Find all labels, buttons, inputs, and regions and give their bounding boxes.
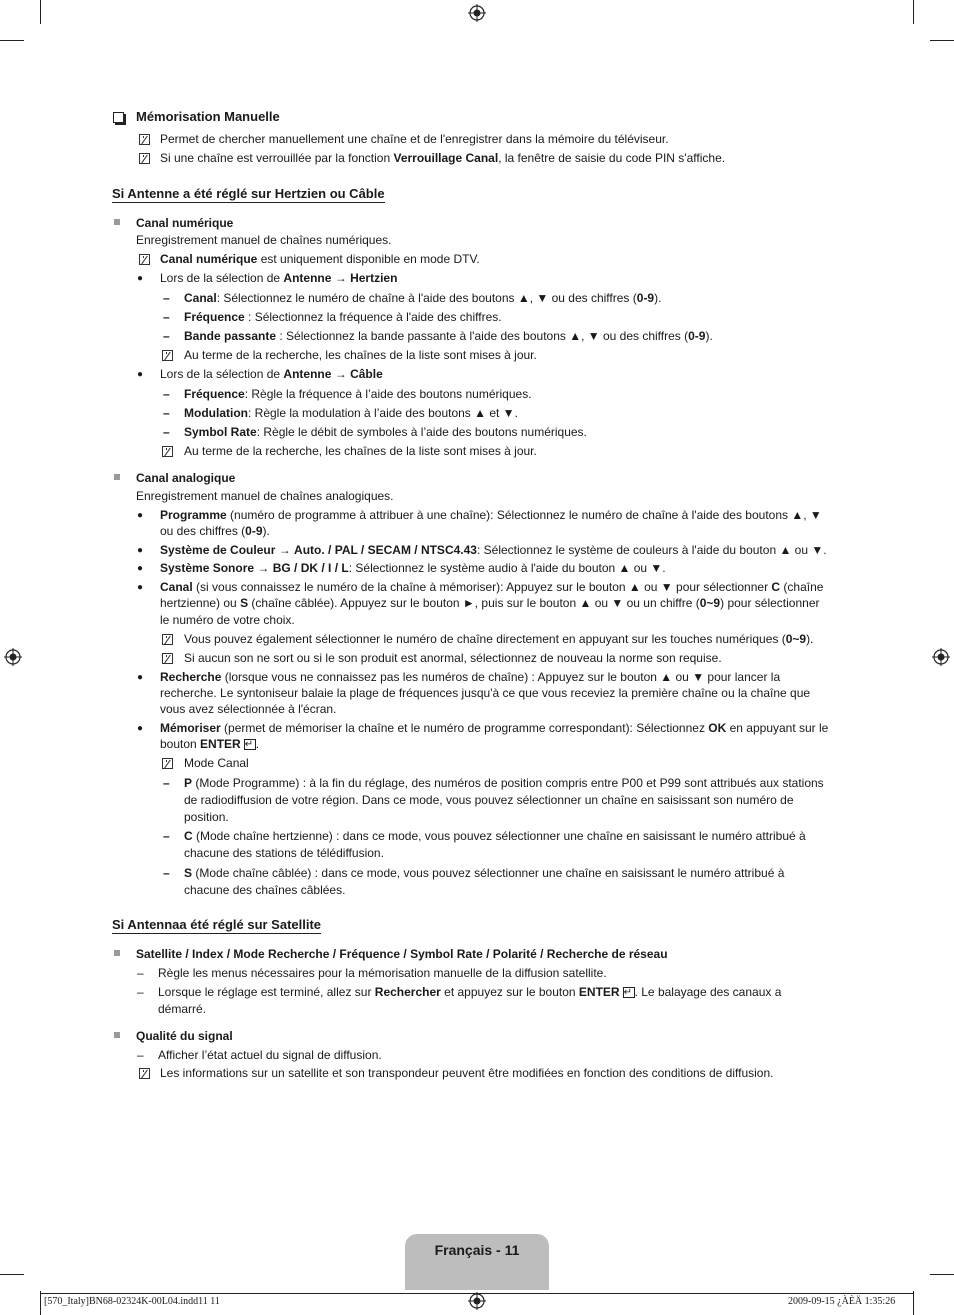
bullet-icon: ● [137,563,144,574]
crop-mark [40,0,41,24]
dash-icon: – [163,291,170,305]
note-icon [139,254,150,265]
square-bullet-icon [114,474,120,480]
note-text: Permet de chercher manuellement une chaîne et de l'enregistrer dans la mémoire du téléviseur. [160,132,669,146]
bullet-text: Lors de la sélection de Antenne → Hertzien [160,271,398,285]
subsection-title: Si Antenne a été réglé sur Hertzien ou Câble [112,186,385,201]
dash-icon: – [137,966,144,980]
dash-text: P (Mode Programme) : à la fin du réglage, des numéros de position compris entre P00 et P99 sont attribués aux stations [184,776,824,790]
dash-icon: – [163,310,170,324]
bullet-text: bouton ENTER↵ . [160,737,259,752]
dash-icon: – [163,776,170,790]
bullet-text: recherche. Le syntoniseur balaie la plage de fréquences jusqu'à ce que vous receviez la première chaîne ou la chaîne que [160,686,811,700]
dash-text: S (Mode chaîne câblée) : dans ce mode, vous pouvez sélectionner une chaîne en saisissant le numéro attribué à [184,866,785,880]
dash-text: chacune des stations de télédiffusion. [184,846,384,860]
crop-mark [913,0,914,24]
dash-icon: – [163,829,170,843]
crop-mark [0,40,24,41]
bullet-icon: ● [137,672,144,683]
dash-text: démarré. [158,1002,207,1016]
dash-text: Lorsque le réglage est terminé, allez sur Rechercher et appuyez sur le bouton ENTER↵ . Le balayage des canaux a [158,985,781,1000]
note-text: Les informations sur un satellite et son transpondeur peuvent être modifiées en fonction des conditions de diffusion. [160,1066,774,1080]
note-text: Si une chaîne est verrouillée par la fonction Verrouillage Canal, la fenêtre de saisie du code PIN s'affiche. [160,151,726,165]
dash-text: Bande passante : Sélectionnez la bande passante à l'aide des boutons ▲, ▼ ou des chiffres (0-9). [184,329,713,343]
dash-text: Afficher l’état actuel du signal de diffusion. [158,1048,382,1062]
dash-icon: – [137,985,144,999]
bullet-icon: ● [137,545,144,556]
note-icon [162,653,173,664]
note-text: Canal numérique est uniquement disponible en mode DTV. [160,252,480,266]
bullet-text: hertzienne) ou S (chaîne câblée). Appuyez sur le bouton ►, puis sur le bouton ▲ ou ▼ ou un chiffre (0~9) pour sélectionner [160,596,820,610]
section-title: Mémorisation Manuelle [136,109,280,124]
bullet-text: Recherche (lorsque vous ne connaissez pas les numéros de chaîne) : Appuyez sur le bouton ▲ ou ▼ pour lancer la [160,670,781,684]
dash-icon: – [163,387,170,401]
note-icon [162,634,173,645]
dash-text: de radiodiffusion de votre région. Dans ce mode, vous pouvez sélectionner un chaîne en saisissant son numéro de [184,793,794,807]
dash-text: Règle les menus nécessaires pour la mémorisation manuelle de la diffusion satellite. [158,966,607,980]
registration-mark-icon [932,648,950,666]
square-bullet-icon [114,219,120,225]
dash-text: C (Mode chaîne hertzienne) : dans ce mode, vous pouvez sélectionner une chaîne en saisissant le numéro attribué à [184,829,806,843]
dash-text: Fréquence: Règle la fréquence à l’aide des boutons numériques. [184,387,532,401]
note-icon [162,758,173,769]
crop-mark [0,1274,24,1275]
page-number: Français - 11 [434,1242,520,1258]
dash-text: position. [184,810,229,824]
subsection-title: Si Antennaa été réglé sur Satellite [112,917,322,932]
crop-mark [930,1274,954,1275]
item-desc: Enregistrement manuel de chaînes numériques. [136,233,392,247]
footer-timestamp: 2009-09-15 ¿ÀÈÄ 1:35:26 [788,1296,896,1307]
bullet-text: Système Sonore → BG / DK / I / L: Sélectionnez le système audio à l'aide du bouton ▲ ou ▼. [160,561,666,575]
bullet-text: Canal (si vous connaissez le numéro de la chaîne à mémoriser): Appuyez sur le bouton ▲ ou ▼ pour sélectionner C (chaîne [160,580,824,594]
note-text: Vous pouvez également sélectionner le numéro de chaîne directement en appuyant sur les touches numériques (0~9). [184,632,814,646]
bullet-icon: ● [137,369,144,380]
bullet-icon: ● [137,582,144,593]
dash-icon: – [163,406,170,420]
bullet-text: le numéro de votre choix. [160,613,295,627]
item-title: Canal numérique [136,216,234,230]
square-bullet-icon [114,1032,120,1038]
registration-mark-icon [468,1292,486,1310]
dash-text: chacune des chaînes câblées. [184,883,346,897]
note-icon [139,134,150,145]
bullet-text: Lors de la sélection de Antenne → Câble [160,367,383,381]
bullet-icon: ● [137,273,144,284]
note-text: Au terme de la recherche, les chaînes de la liste sont mises à jour. [184,444,537,458]
note-icon [139,1068,150,1079]
item-title: Satellite / Index / Mode Recherche / Fréquence / Symbol Rate / Polarité / Recherche de réseau [136,947,668,961]
crop-mark [930,40,954,41]
bullet-text: Mémoriser (permet de mémoriser la chaîne et le numéro de programme correspondant): Sélectionnez OK en appuyant sur le [160,721,829,735]
checkbox-icon [113,112,124,123]
dash-text: Symbol Rate: Règle le débit de symboles à l’aide des boutons numériques. [184,425,587,439]
dash-icon: – [137,1048,144,1062]
item-title: Qualité du signal [136,1029,233,1043]
dash-icon: – [163,329,170,343]
dash-text: Canal: Sélectionnez le numéro de chaîne à l'aide des boutons ▲, ▼ ou des chiffres (0-9). [184,291,662,305]
bullet-icon: ● [137,723,144,734]
note-icon [162,350,173,361]
bullet-text: ou des chiffres (0-9). [160,524,270,538]
item-title: Canal analogique [136,471,236,485]
enter-icon [244,739,256,750]
footer-file-info: [570_Italy]BN68-02324K-00L04.indd11 11 [44,1296,220,1307]
dash-text: Modulation: Règle la modulation à l’aide des boutons ▲ et ▼. [184,406,518,420]
note-text: Au terme de la recherche, les chaînes de la liste sont mises à jour. [184,348,537,362]
note-text: Si aucun son ne sort ou si le son produit est anormal, sélectionnez de nouveau la norme son requise. [184,651,722,665]
registration-mark-icon [4,648,22,666]
bullet-icon: ● [137,510,144,521]
crop-mark [40,1291,41,1315]
bullet-text: Programme (numéro de programme à attribuer à une chaîne): Sélectionnez le numéro de chaîne à l'aide des boutons ▲, ▼ [160,508,822,522]
dash-icon: – [163,866,170,880]
note-text: Mode Canal [184,756,249,770]
bullet-text: vous avez sélectionnée à l'écran. [160,702,337,716]
registration-mark-icon [468,4,486,22]
bullet-text: Système de Couleur → Auto. / PAL / SECAM / NTSC4.43: Sélectionnez le système de couleurs à l'aide du bouton ▲ ou ▼. [160,543,827,557]
note-icon [162,446,173,457]
enter-icon [623,987,635,998]
dash-icon: – [163,425,170,439]
item-desc: Enregistrement manuel de chaînes analogiques. [136,489,394,503]
dash-text: Fréquence : Sélectionnez la fréquence à l'aide des chiffres. [184,310,502,324]
crop-mark [913,1291,914,1315]
note-icon [139,153,150,164]
square-bullet-icon [114,950,120,956]
